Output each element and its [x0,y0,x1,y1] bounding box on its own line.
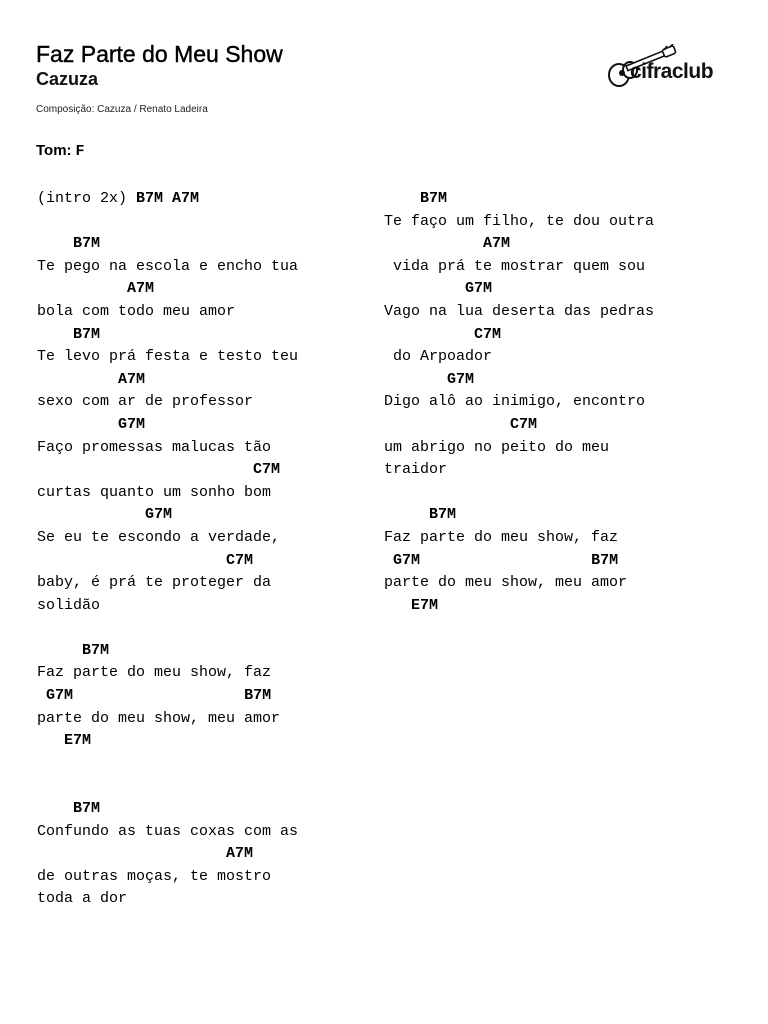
lyric-line [37,662,298,685]
lyric-line [384,391,654,414]
chord-line [384,188,654,211]
lyric-line [37,888,298,911]
chord: B7M [73,325,101,343]
chord-line [384,414,654,437]
lyric-text [37,235,73,252]
chord-line [37,233,298,256]
chord-line [37,685,298,708]
lyric-text: parte do meu show, meu amor [37,709,281,727]
chord-line [37,369,298,392]
blank-line [37,617,298,640]
chord: C7M [226,551,254,569]
lyric-text: vida prá te mostrar quem sou [384,257,646,275]
lyric-text [384,190,420,207]
lyric-line [37,301,298,324]
lyric-line [37,821,298,844]
lyric-text: Faço promessas malucas tão [37,438,272,456]
lyric-line [384,211,654,234]
lyric-text [37,461,253,478]
chord-line [384,550,654,573]
lyric-text: bola com todo meu amor [37,302,236,320]
lyric-text [37,280,127,297]
lyric-line [37,708,298,731]
chord: G7M [447,370,475,388]
chord: B7M [591,551,619,569]
lyric-text [384,280,465,297]
lyric-text [384,326,474,343]
cifraclub-logo [604,44,724,94]
lyric-text: baby, é prá te proteger da [37,574,272,592]
chord: C7M [510,415,538,433]
lyric-text: sexo com ar de professor [37,393,254,411]
lyric-text [37,506,145,523]
chord-line [37,798,298,821]
lyric-line [37,572,298,595]
lyric-text: Te faço um filho, te dou outra [384,212,655,230]
chord: B7M [420,190,448,207]
chord-line [37,843,298,866]
chord: C7M [474,325,502,343]
lyric-line [384,572,654,595]
lyric-line [37,437,298,460]
blank-line [37,753,298,776]
chord-line [37,730,298,753]
lyric-text [37,800,73,817]
lyric-text: Vago na lua deserta das pedras [384,302,655,320]
lyric-text: (intro 2x) [37,190,137,207]
lyric-line [37,346,298,369]
key-label: Tom: [36,142,72,159]
lyrics-column-right [384,188,654,617]
chord: A7M [226,845,254,863]
lyric-text [384,416,510,433]
chord-line [37,324,298,347]
chord: E7M [64,732,92,750]
chord: B7M [82,641,110,659]
lyric-text [420,552,591,569]
lyric-line [37,482,298,505]
chord: A7M [127,280,155,298]
song-key [36,142,85,160]
lyric-text: Faz parte do meu show, faz [384,528,619,546]
lyric-text: de outras moças, te mostro [37,867,272,885]
lyrics-column-left [37,188,298,911]
lyric-text [384,552,393,569]
chord-line [37,459,298,482]
chord: G7M [46,687,74,705]
lyric-line [384,527,654,550]
chord-line [384,504,654,527]
lyric-text: curtas quanto um sonho bom [37,483,272,501]
lyric-text: Te pego na escola e encho tua [37,257,299,275]
lyric-text [37,845,226,862]
blank-line [37,775,298,798]
lyric-text: Digo alô ao inimigo, encontro [384,393,646,411]
lyric-text [73,687,244,704]
chord: G7M [145,506,173,524]
lyric-text: um abrigo no peito do meu [384,438,610,456]
chord-line [37,550,298,573]
logo-text: cifraclub [630,60,714,83]
blank-line [37,211,298,234]
lyric-text: Te levo prá festa e testo teu [37,348,299,366]
song-title: Faz Parte do Meu Show [36,41,283,67]
chord-line [384,233,654,256]
song-header [36,40,283,90]
lyric-text: toda a dor [37,890,128,908]
key-value: F [75,143,85,160]
chord: A7M [483,235,511,253]
chord-line [384,595,654,618]
lyric-text [37,552,226,569]
lyric-text [37,642,82,659]
lyric-line [384,437,654,460]
chord-line [384,278,654,301]
lyric-text [37,687,46,704]
lyric-text: traidor [384,461,448,479]
lyric-text [37,732,64,749]
composer-credit: Composição: Cazuza / Renato Ladeira [36,104,208,115]
lyric-text [384,597,411,614]
chord: B7M [73,235,101,253]
chord-line [37,278,298,301]
lyric-text: parte do meu show, meu amor [384,574,628,592]
chord: G7M [465,280,493,298]
lyric-text [37,416,118,433]
lyric-text: Confundo as tuas coxas com as [37,822,299,840]
chord: G7M [118,415,146,433]
chord-line [37,504,298,527]
lyric-line [37,391,298,414]
lyric-line [384,301,654,324]
chord: E7M [411,596,439,614]
chord: B7M [244,687,272,705]
lyric-text: Faz parte do meu show, faz [37,664,272,682]
chord-line [37,414,298,437]
lyric-line [37,527,298,550]
lyric-line [37,866,298,889]
lyric-text [37,326,73,343]
chord-line [37,188,298,211]
artist-name: Cazuza [36,69,99,89]
lyric-text [384,371,447,388]
lyric-text: Se eu te escondo a verdade, [37,528,281,546]
chord: B7M A7M [136,190,200,207]
lyric-text [384,506,429,523]
lyric-text: do Arpoador [384,348,493,366]
chord: C7M [253,461,281,479]
lyric-text [37,371,118,388]
lyric-text: solidão [37,596,101,614]
chord-line [384,369,654,392]
chord: B7M [429,506,457,524]
lyric-line [384,459,654,482]
lyric-line [37,595,298,618]
lyric-line [384,346,654,369]
lyric-text [384,235,483,252]
chord: B7M [73,800,101,818]
chord-line [384,324,654,347]
chord-line [37,640,298,663]
chord: A7M [118,370,146,388]
lyric-line [37,256,298,279]
lyric-line [384,256,654,279]
chord: G7M [393,551,421,569]
blank-line [384,482,654,505]
